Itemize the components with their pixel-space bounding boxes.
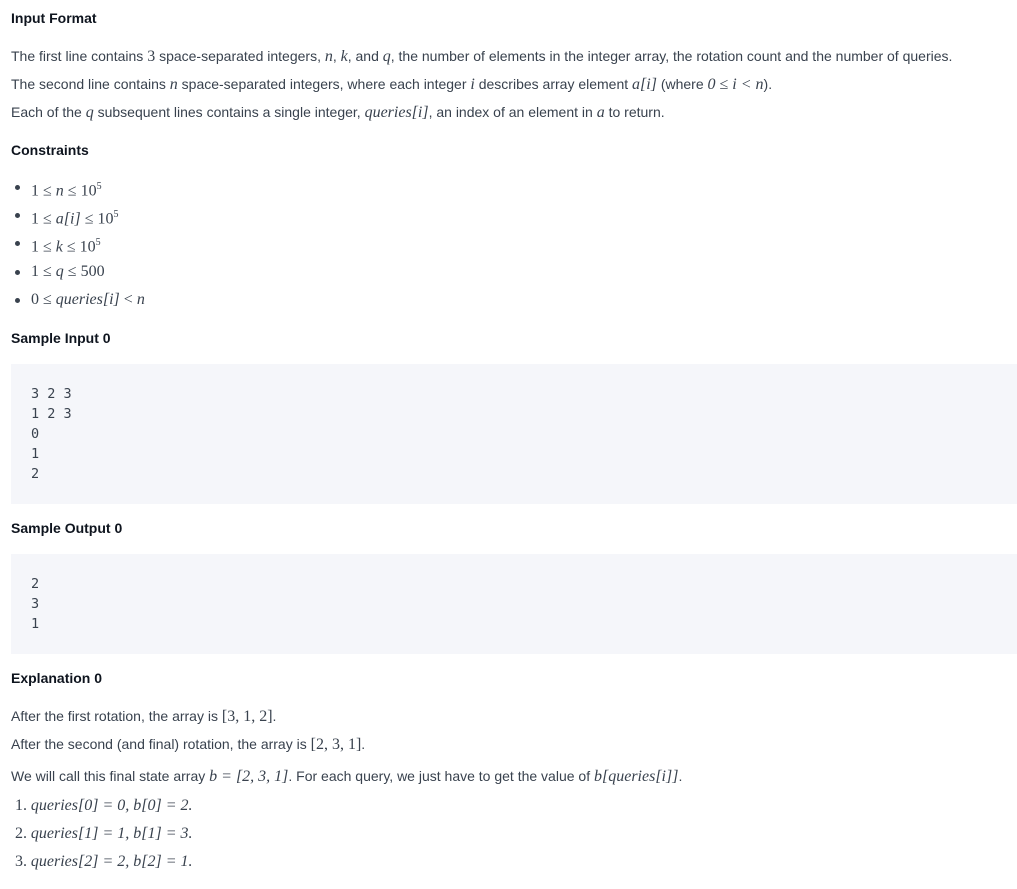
explanation-list-item: 1. queries[0] = 0, b[0] = 2. xyxy=(15,797,193,814)
code-line: 1 xyxy=(31,446,40,462)
constraints-heading: Constraints xyxy=(11,142,89,158)
input-format-line-2: The second line contains n space-separated integers, where each integer i describes array element a[i] (where 0 ≤ i < n). xyxy=(11,76,773,93)
bullet-icon xyxy=(15,185,20,190)
bullet-icon xyxy=(15,241,20,246)
sample-output-block xyxy=(11,554,1017,654)
input-format-line-3: Each of the q subsequent lines contains a single integer, queries[i], an index of an element in a to return. xyxy=(11,104,665,121)
explanation-list-item: 3. queries[2] = 2, b[2] = 1. xyxy=(15,853,193,870)
explanation-line-2: After the second (and final) rotation, the array is [2, 3, 1]. xyxy=(11,736,366,753)
input-format-heading: Input Format xyxy=(11,10,97,26)
code-line: 3 xyxy=(31,596,40,612)
code-line: 2 xyxy=(31,576,40,592)
explanation-list-item: 2. queries[1] = 1, b[1] = 3. xyxy=(15,825,193,842)
bullet-icon xyxy=(15,270,20,275)
explanation-heading: Explanation 0 xyxy=(11,670,103,686)
bullet-icon xyxy=(15,213,20,218)
sample-input-block xyxy=(11,364,1017,504)
bullet-icon xyxy=(15,298,20,303)
code-line: 1 xyxy=(31,616,40,632)
input-format-line-1: The first line contains 3 space-separated integers, n, k, and q, the number of elements in the integer array, the rotation count and the number of queries. xyxy=(11,48,953,65)
explanation-line-3: We will call this final state array b = [2, 3, 1]. For each query, we just have to get the value of b[queries[i]]. xyxy=(11,768,683,785)
code-line: 3 2 3 xyxy=(31,386,72,402)
code-line: 2 xyxy=(31,466,40,482)
explanation-line-1: After the first rotation, the array is [3, 1, 2]. xyxy=(11,708,277,725)
sample-output-heading: Sample Output 0 xyxy=(11,520,123,536)
code-line: 1 2 3 xyxy=(31,406,72,422)
sample-input-heading: Sample Input 0 xyxy=(11,330,111,346)
code-line: 0 xyxy=(31,426,40,442)
